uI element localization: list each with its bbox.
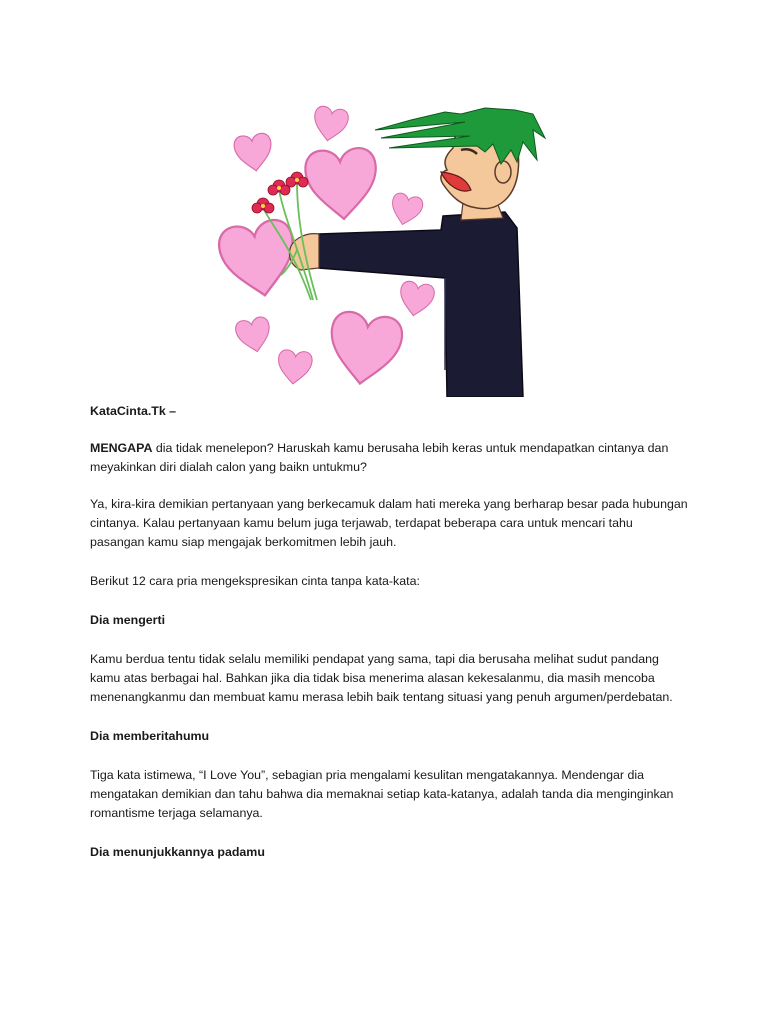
illustration-svg [215,100,555,397]
heart-icon [388,192,425,229]
heart-icon [216,217,301,302]
paragraph-mengerti: Kamu berdua tentu tidak selalu memiliki pendapat yang sama, tapi dia berusaha melihat sudut pandang kamu atas berbagai hal. Bahkan jika dia tidak bisa menerima alasan kekesalanmu, dia masih mencoba menenangkanmu dan membuat kamu merasa lebih baik tentang situasi yang penuh argumen/perdebatan. [90,652,673,704]
intro-text: dia tidak menelepon? Haruskah kamu berusaha lebih keras untuk mendapatkan cintanya dan meyakinkan diri dialah calon yang baikn untukmu? [90,441,669,474]
heading-dia-menunjukkannya: Dia menunjukkannya padamu [90,845,265,859]
heart-icon [304,147,379,221]
heart-icon [325,310,404,389]
heart-icon [311,105,350,144]
heart-icon [276,349,313,386]
valentine-boy-with-flowers-illustration [215,100,555,397]
heart-icon [233,132,275,173]
paragraph-context: Ya, kira-kira demikian pertanyaan yang berkecamuk dalam hati mereka yang berharap besar pada hubungan cintanya. Kalau pertanyaan kamu belum juga terjawab, terdapat beberapa cara untuk mencari tahu pasangan kamu siap mengajak berkomitmen lebih jauh. [90,497,688,549]
paragraph-list-intro: Berikut 12 cara pria mengekspresikan cinta tanpa kata-kata: [90,574,420,588]
intro-lead-word: MENGAPA [90,441,153,455]
paragraph-memberitahumu: Tiga kata istimewa, “I Love You”, sebagian pria mengalami kesulitan mengatakannya. Mendengar dia mengatakan demikian dan tahu bahwa dia memaknai setiap kata-katanya, adalah tanda dia menginginkan romantisme terjaga selamanya. [90,768,674,820]
heart-icon [397,280,436,319]
heart-icon [234,316,274,356]
intro-paragraph [90,439,690,477]
heading-dia-memberitahumu: Dia memberitahumu [90,729,210,743]
source-line: KataCinta.Tk – [90,404,177,418]
heading-dia-mengerti: Dia mengerti [90,613,166,627]
article-body [90,402,690,862]
